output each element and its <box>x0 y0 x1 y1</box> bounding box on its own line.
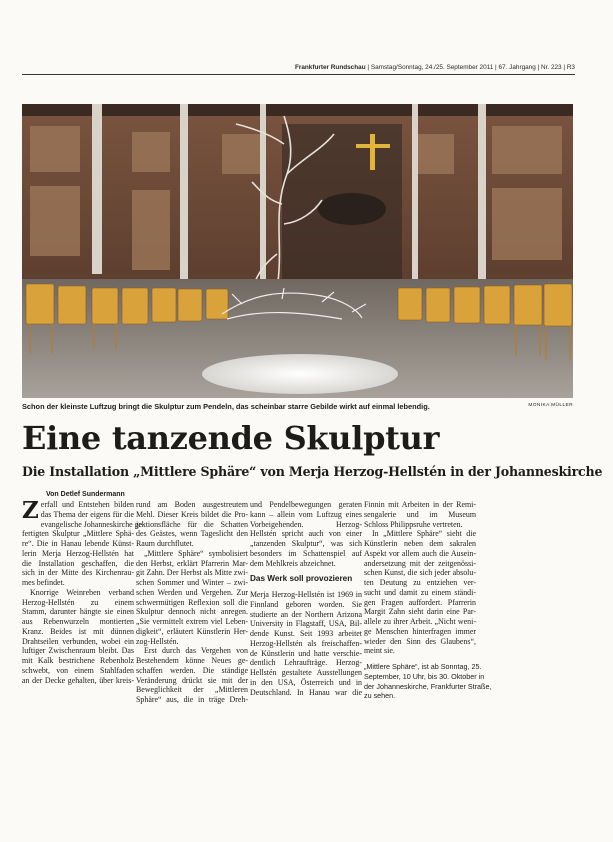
text-line: Finnin mit Arbeiten in der Remi- <box>364 500 476 509</box>
drop-cap: Z <box>22 497 39 524</box>
text-line: „Mittlere Sphäre“ symbolisiert <box>144 548 248 558</box>
text-line: Merja Herzog-Hellstén ist 1969 in <box>250 590 362 599</box>
text-line: Hellstén gestaltete Ausstellungen <box>250 668 362 677</box>
text-line: dentlich Lehraufträge. Herzog- <box>250 658 362 668</box>
text-line: sengalerie und im Museum <box>364 509 476 519</box>
text-line: gen Fragen auffordert. Pfarrerin <box>364 597 476 607</box>
text-line: de Künstlerin und hatte verschie- <box>250 648 362 658</box>
article-photo <box>22 104 573 398</box>
text-line: Raum durchflutet. <box>136 539 194 548</box>
masthead <box>22 64 575 71</box>
text-line: in den USA, Österreich und in <box>250 677 362 687</box>
text-line: luftiger Zwischenraum bleibt. Das <box>22 646 134 656</box>
info-box-line: zu sehen. <box>364 691 396 701</box>
masthead-rule <box>22 74 575 75</box>
text-line: schen Werden und Vergehen. Zur <box>136 587 248 597</box>
text-line: „tanzenden Skulptur“, was sich <box>250 539 362 548</box>
text-line: evangelische Johanneskirche ge- <box>40 519 145 529</box>
text-line: schwebt, von einem Stahlfaden <box>22 665 134 675</box>
article-column-3 <box>250 500 362 697</box>
text-line: „Sie vermittelt extrem viel Leben- <box>136 617 248 626</box>
caption-text: Schon der kleinste Luftzug bringt die Skulptur zum Pendeln, das scheinbar starre Gebilde wirkt auf einmal lebendig. <box>22 402 430 411</box>
text-line: schwermütigen Reflexion soll die <box>136 597 248 607</box>
photo-credit: MONIKA MÜLLER <box>528 403 573 408</box>
text-line: Sphäre“ aus, die in träge Dreh- <box>136 695 248 704</box>
text-line: ge Menschen hinterfragen immer <box>364 626 476 636</box>
newspaper-name: Frankfurter Rundschau <box>294 64 366 71</box>
text-line: allele zu ihrer Arbeit. „Nicht weni- <box>364 617 476 626</box>
text-line: git Zahn. Der Herbst als Mitte zwi- <box>136 568 248 578</box>
article-column-2 <box>136 500 248 705</box>
text-line: Stamm, darunter hängte sie einen <box>22 607 134 617</box>
church-interior-photo <box>22 104 573 398</box>
text-line: Bestehendem könne Neues ge- <box>136 656 248 665</box>
info-box-line: der Johanneskirche, Frankfurter Straße, <box>364 681 492 691</box>
text-line: und Pendelbewegungen geraten <box>250 500 362 509</box>
text-line: Veränderung drückt sie mit der <box>136 675 248 685</box>
text-line: Finnland geboren worden. Sie <box>250 599 362 609</box>
text-line: jektionsfläche für die Schatten <box>136 519 248 529</box>
text-line: Margit Zahn sieht darin eine Par- <box>364 607 476 617</box>
text-line: meint sie. <box>364 646 395 656</box>
text-line: Vorbeigehenden. Herzog- <box>250 519 362 529</box>
text-line: mit Kalk bestrichene Rebenholz <box>22 656 134 665</box>
text-line: wieder den Sinn des Glaubens“, <box>364 636 476 646</box>
headline: Eine tanzende Skulptur <box>22 419 440 457</box>
text-line: Herzog-Hellstén zu einem <box>22 597 134 607</box>
info-box-line: „Mittlere Sphäre“, ist ab Sonntag, 25. <box>364 662 482 671</box>
text-line: Knorrige Weinreben verband <box>30 587 134 597</box>
text-line: Kranz. Beides ist mit dünnen <box>22 626 134 636</box>
text-line: fertigten Skulptur „Mittlere Sphä- <box>22 529 134 539</box>
text-line: sucht und damit zu einem ständi- <box>364 587 476 597</box>
text-line: dende Kunst. Seit 1993 arbeitet <box>250 629 362 638</box>
text-line: Beweglichkeit der „Mittleren <box>136 685 248 695</box>
text-line: ten Deutung zu entziehen ver- <box>364 578 476 587</box>
photo-caption <box>22 402 573 414</box>
text-line: lerin Merja Herzog-Hellstén hat <box>22 548 134 558</box>
issue-details: | Samstag/Sonntag, 24./25. September 2011 | 67. Jahrgang | Nr. 223 | R3 <box>365 64 575 71</box>
section-subhead: Das Werk soll provozieren <box>250 574 353 584</box>
text-line: Künstlerin neben dem sakralen <box>364 539 476 548</box>
text-line: Erst durch das Vergehen von <box>144 646 248 656</box>
text-line: das Thema der eigens für die <box>40 509 134 519</box>
text-line: Deutschland. In Hanau war die <box>250 687 362 697</box>
text-line: besonders im Schattenspiel auf <box>250 548 362 558</box>
text-line: digkeit“, erläutert Künstlerin Her- <box>136 626 248 636</box>
text-line: re“. Die in Hanau lebende Künst- <box>22 539 134 548</box>
text-line: In „Mittlere Sphäre“ sieht die <box>372 529 476 539</box>
text-line: andersetzung mit der zeitgenössi- <box>364 558 476 568</box>
text-line: schen Kunst, die sich jeder absolu- <box>364 568 476 578</box>
byline: Von Detlef Sundermann <box>46 491 125 498</box>
text-line: dem Mehlkreis abzeichnet. <box>250 558 336 568</box>
text-line: studierte an der Northern Arizona <box>250 609 362 619</box>
article-column-4 <box>364 500 492 701</box>
text-line: Skulptur dennoch nicht anregen. <box>136 607 248 617</box>
text-line: University in Flagstaff, USA, Bil- <box>250 619 362 629</box>
text-line: Aspekt vor allem auch die Ausein- <box>364 548 476 558</box>
text-line: Drahtseilen verbunden, wobei ein <box>22 636 134 646</box>
text-line: schaffen werden. Die ständige <box>136 665 248 675</box>
text-line: sich in der Mitte des Kirchenrau- <box>22 568 134 578</box>
text-line: Mehl. Dieser Kreis bildet die Pro- <box>136 509 248 519</box>
text-line: zog-Hellstén. <box>136 636 179 646</box>
text-line: an der Decke gehalten, über kreis- <box>22 675 134 685</box>
article-column-1 <box>22 497 145 685</box>
text-line: des Geästes, wenn Tageslicht den <box>136 529 248 539</box>
info-box-line: September, 10 Uhr, bis 30. Oktober in <box>364 671 485 681</box>
text-line: rund am Boden ausgestreutem <box>136 500 248 509</box>
text-line: Schloss Philippsruhe vertreten. <box>364 519 463 529</box>
text-line: den Herbst, erklärt Pfarrerin Mar- <box>136 558 248 568</box>
text-line: schen Sommer und Winter – zwi- <box>136 578 248 587</box>
text-line: Hellstén spricht auch von einer <box>250 529 362 539</box>
text-line: Herzog-Hellstén als freischaffen- <box>250 638 362 648</box>
text-line: erfall und Entstehen bilden <box>40 500 134 509</box>
text-line: die Installation geschaffen, die <box>22 558 134 568</box>
text-line: kann – allein vom Luftzug eines <box>250 509 362 519</box>
text-line: aus Rebenwurzeln montierten <box>22 617 134 626</box>
subheadline: Die Installation „Mittlere Sphäre“ von Merja Herzog-Hellstén in der Johanneskirche <box>22 464 603 479</box>
text-line: mes befindet. <box>22 578 65 587</box>
